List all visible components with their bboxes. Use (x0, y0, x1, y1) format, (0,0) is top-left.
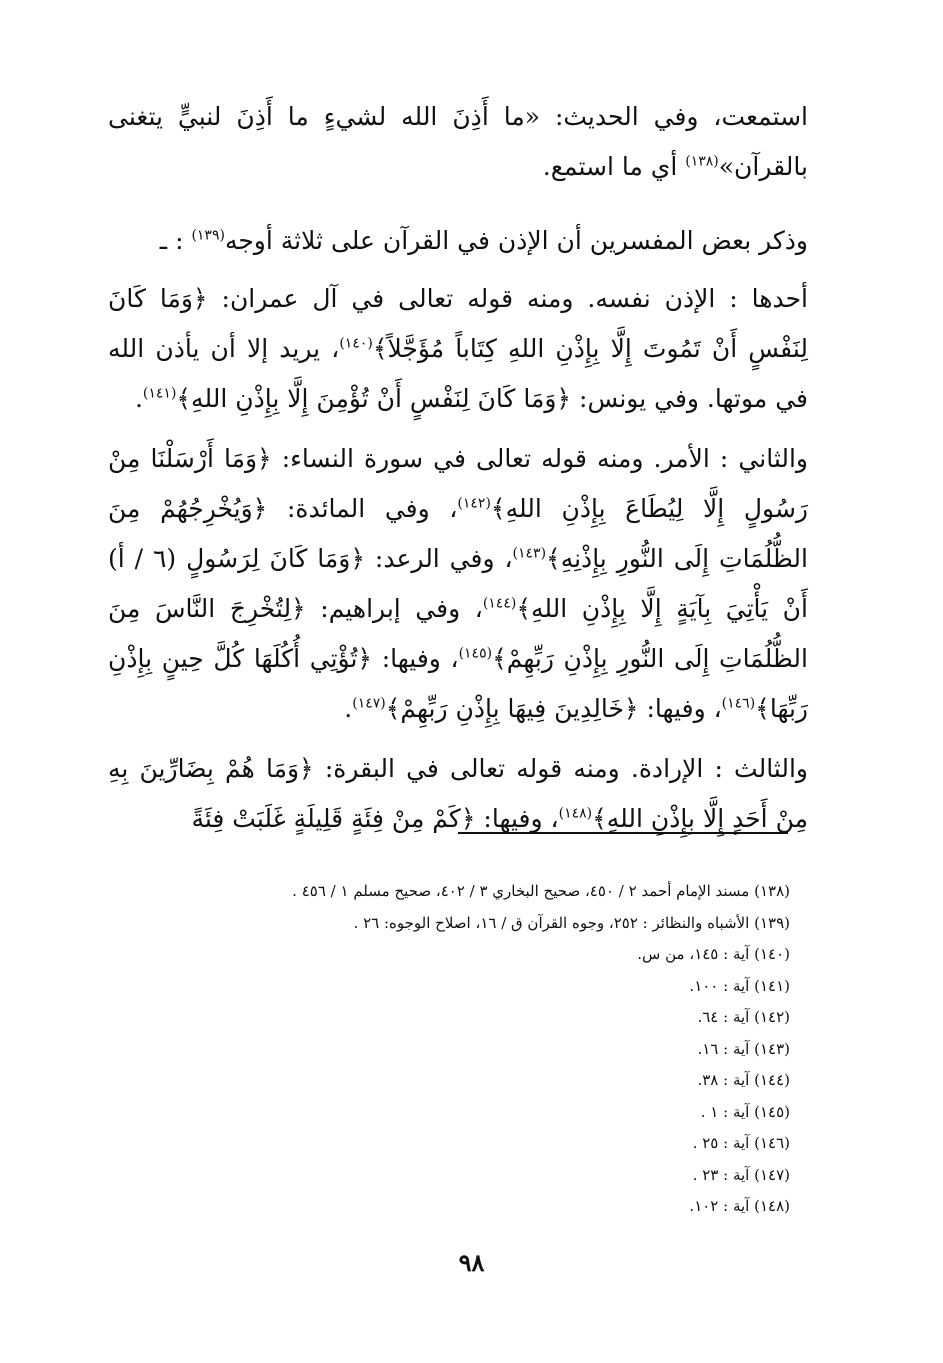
footnote-ref[interactable]: (١٤٥) (458, 645, 493, 662)
footnote-item: (١٤٢) آية : ٦٤. (697, 1008, 790, 1026)
footnote-item: (١٣٩) الأشباه والنظائر : ٢٥٢، وجوه القرآن ق / ١٦، اصلاح الوجوه: ٢٦ . (353, 913, 790, 932)
footnote-ref[interactable]: (١٤٧) (352, 695, 386, 712)
text-run: والثاني : الأمر. ومنه قوله تعالى في سورة النساء: ﴿وَمَا أَرْسَلْنَا مِنْ رَسُولٍ إِلَّا لِيُطَاعَ بِإِذْنِ اللهِ﴾ (108, 444, 808, 523)
footnote-divider (458, 832, 788, 834)
footnote-ref[interactable]: (١٤٦) (721, 695, 756, 712)
footnote-item: (١٤٤) آية : ٣٨. (697, 1071, 790, 1089)
footnote-item: (١٤٥) آية : ١ . (700, 1102, 790, 1121)
footnote-ref[interactable]: (١٤٠) (339, 335, 373, 352)
text-run: ، وفي الرعد: ﴿وَمَا كَانَ لِرَسُولٍ (٦ / أ) أَنْ يَأْتِيَ بِآيَةٍ إِلَّا بِإِذْنِ اللهِ﴾ (108, 544, 808, 623)
footnote-ref[interactable]: (١٤٢) (457, 495, 491, 512)
footnote-item: (١٤١) آية : ١٠٠. (689, 976, 790, 995)
paragraph-sense-two (108, 434, 808, 734)
text-run: ، وفيها: ﴿كَمْ مِنْ فِئَةٍ قَلِيلَةٍ غَلَبَتْ فِئَةً (191, 804, 559, 833)
footnote-ref[interactable]: (١٤٣) (512, 545, 547, 562)
footnote-item: (١٣٨) مسند الإمام أحمد ٢ / ٤٥٠، صحيح البخاري ٣ / ٤٠٢، صحيح مسلم ١ / ٤٥٦ . (292, 882, 790, 900)
main-text-block (108, 92, 808, 844)
text-run: والثالث : الإرادة. ومنه قوله تعالى في البقرة: ﴿وَمَا هُمْ بِضَارِّينَ بِهِ مِنْ أَحَدٍ إِلَّا بِإِذْنِ اللهِ﴾ (108, 754, 808, 833)
paragraph-hadith (108, 92, 808, 192)
footnote-ref[interactable]: (١٤٨) (558, 805, 593, 822)
text-run: ، وفي إبراهيم: ﴿لِتُخْرِجَ النَّاسَ مِنَ الظُّلُمَاتِ إِلَى النُّورِ بِإِذْنِ رَبِّهِمْ﴾ (108, 594, 808, 673)
text-run: . (134, 384, 143, 413)
text-run: أحدها : الإذن نفسه. ومنه قوله تعالى في آل عمران: ﴿وَمَا كَانَ لِنَفْسٍ أَنْ تَمُوتَ إِلَّا بِإِذْنِ اللهِ كِتَاباً مُؤَجَّلاً﴾ (108, 284, 808, 363)
footnote-item: (١٤٧) آية : ٢٣ . (692, 1165, 790, 1184)
text-run: وذكر بعض المفسرين أن الإذن في القرآن على ثلاثة أوجه (224, 226, 808, 255)
paragraph-sense-one (108, 274, 808, 424)
footnote-ref[interactable]: (١٣٩) (191, 227, 225, 244)
text-run: ، وفيها: ﴿تُؤْتِي أُكُلَهَا كُلَّ حِينٍ بِإِذْنِ رَبِّهَا﴾ (108, 644, 808, 723)
footnote-ref[interactable]: (١٤١) (142, 385, 177, 402)
footnote-item: (١٤٦) آية : ٢٥ . (692, 1134, 790, 1152)
text-run: ، يريد إلا أن يأذن الله في موتها. وفي يونس: ﴿وَمَا كَانَ لِنَفْسٍ أَنْ تُؤْمِنَ إِلَّا بِإِذْنِ اللهِ﴾ (108, 334, 808, 413)
footnote-item: (١٤٠) آية : ١٤٥، من س. (637, 945, 790, 963)
text-run: : ـ (159, 226, 192, 255)
page-number: ٩٨ (458, 1248, 485, 1277)
footnotes-list (150, 876, 790, 1223)
footnote-item: (١٤٣) آية : ١٦. (697, 1039, 790, 1058)
paragraph-sense-three (108, 744, 808, 844)
footnote-ref[interactable]: (١٣٨) (685, 153, 719, 170)
text-run: أي ما استمع. (542, 152, 686, 181)
text-run: ، وفيها: ﴿خَالِدِينَ فِيهَا بِإِذْنِ رَبِّهِمْ﴾ (385, 694, 722, 723)
text-run: ، وفي المائدة: ﴿وَيُخْرِجُهُمْ مِنَ الظُّلُمَاتِ إِلَى النُّورِ بِإِذْنِهِ﴾ (108, 494, 808, 573)
footnote-ref[interactable]: (١٤٤) (482, 595, 517, 612)
footnote-item: (١٤٨) آية : ١٠٢. (689, 1197, 790, 1215)
paragraph-intro-three-senses (108, 216, 808, 266)
text-run: استمعت، وفي الحديث: «ما أَذِنَ الله لشيءٍ ما أَذِنَ لنبيٍّ يتغنى بالقرآن» (108, 102, 808, 181)
text-run: . (344, 694, 353, 723)
